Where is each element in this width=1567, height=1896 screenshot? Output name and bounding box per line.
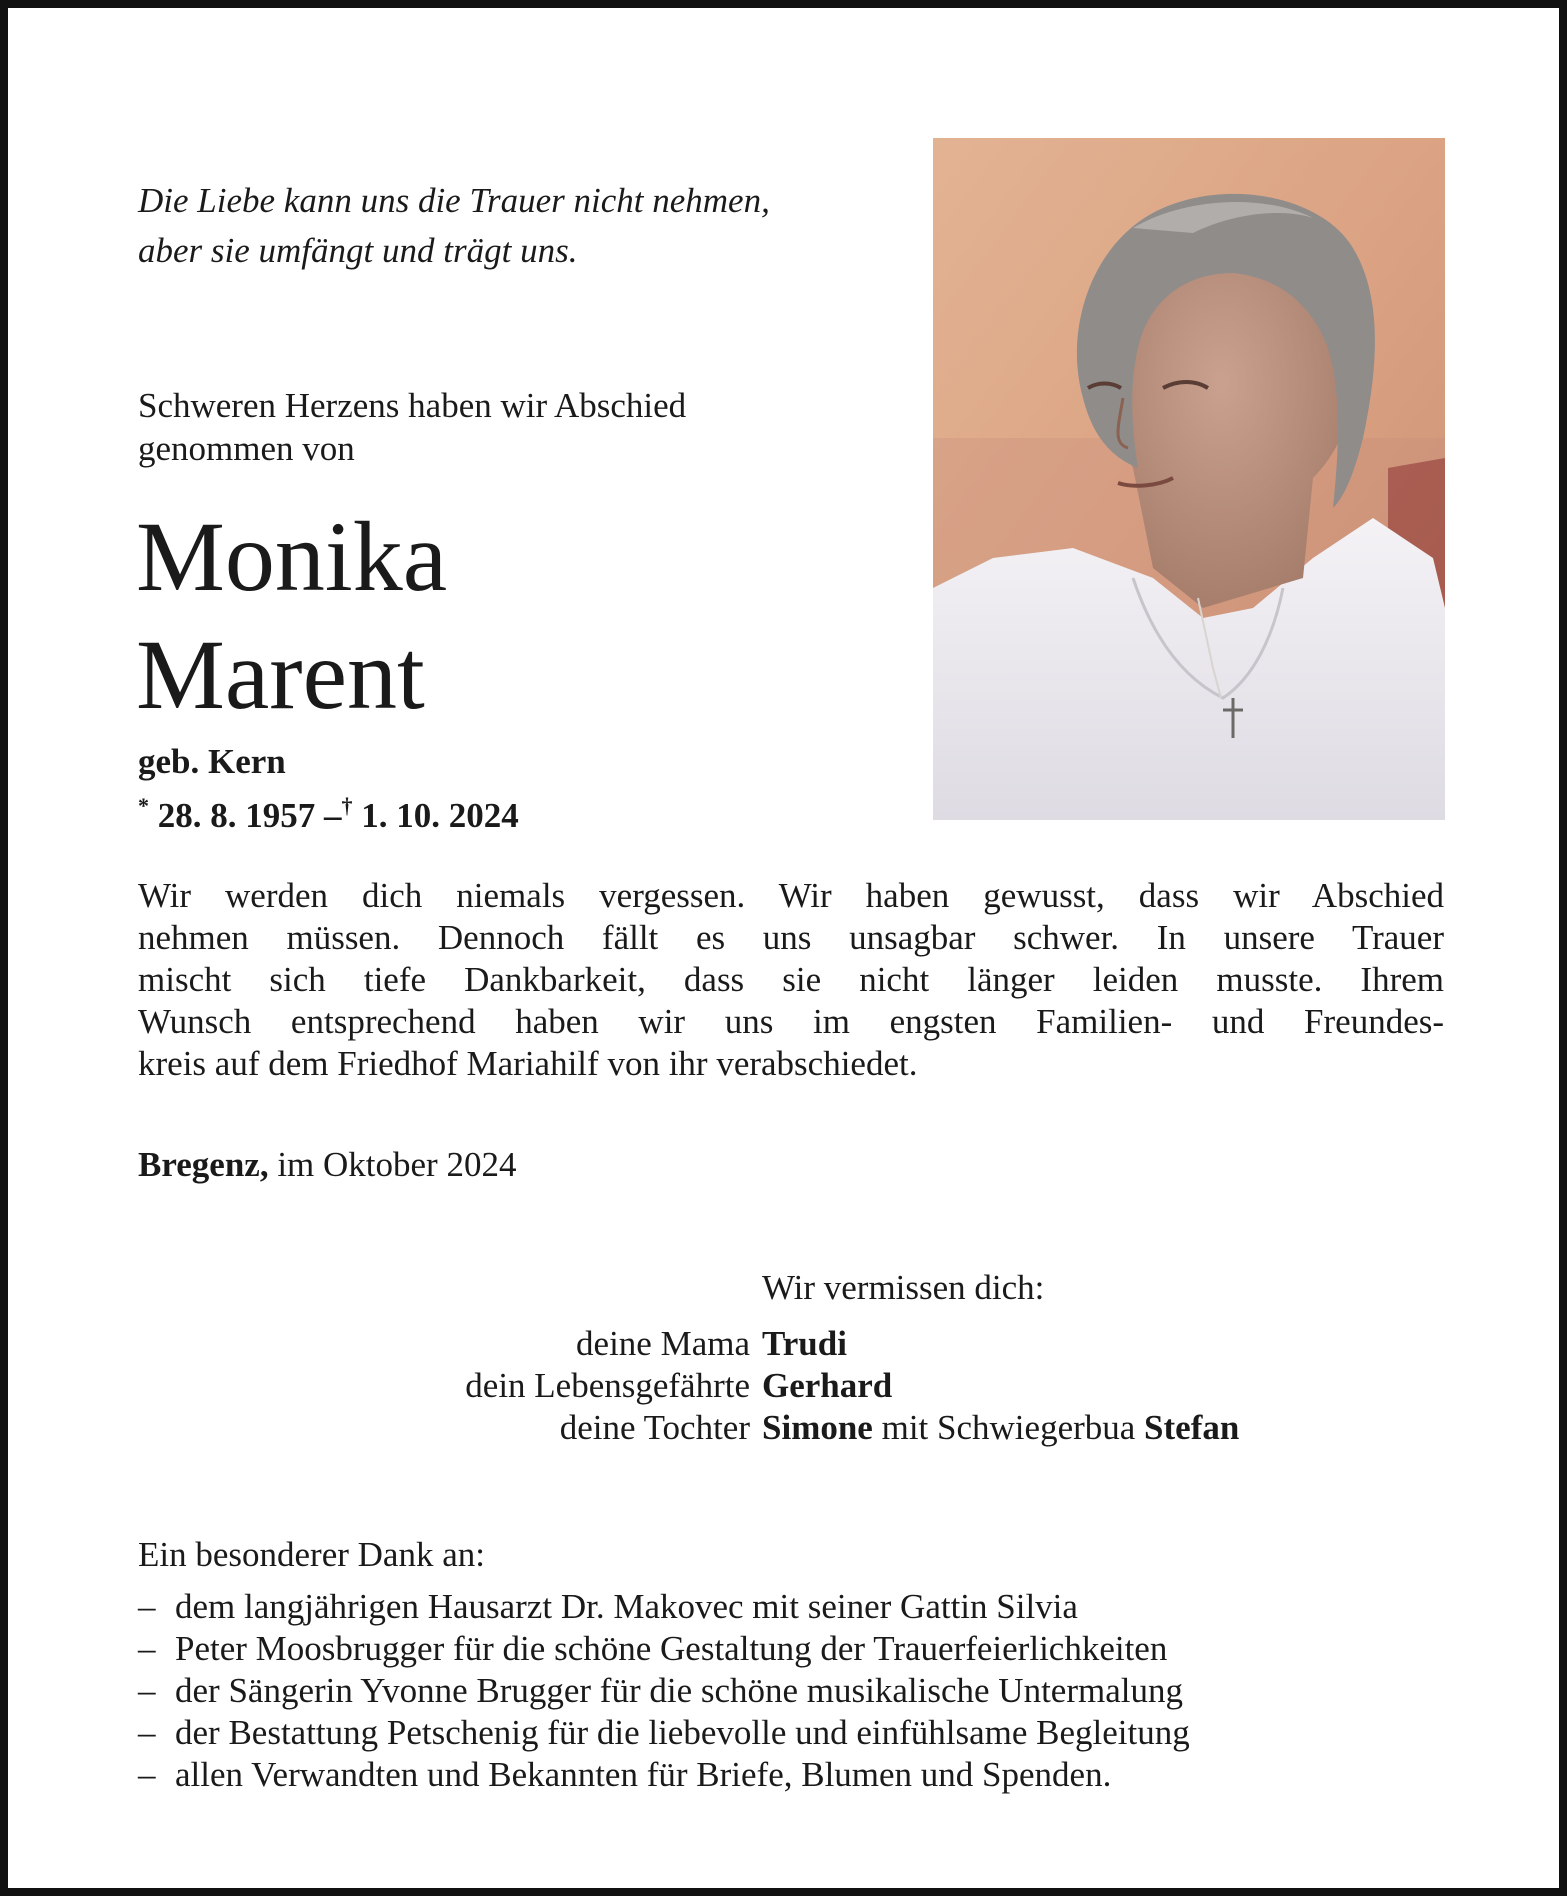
intro-line: genommen von	[138, 429, 355, 468]
portrait-photo	[933, 138, 1445, 820]
date-separator: –	[324, 796, 342, 835]
motto-line: aber sie umfängt und trägt uns.	[138, 231, 578, 270]
maiden-name: geb. Kern	[138, 742, 286, 781]
thanks-heading: Ein besonderer Dank an:	[138, 1535, 485, 1574]
date-text: im Oktober 2024	[277, 1145, 517, 1184]
mourner-relation: deine Tochter	[559, 1408, 750, 1447]
mourners-list	[8, 1323, 1567, 1449]
birth-date: 28. 8. 1957	[157, 796, 316, 835]
message-line: Wunsch entsprechend haben wir uns im engsten Familien- und Freundes-	[138, 1002, 1444, 1041]
mourner-suffix: mit Schwiegerbua	[881, 1408, 1136, 1447]
mourner-name: Simone	[762, 1408, 873, 1447]
life-dates	[138, 785, 519, 837]
motto-quote	[138, 176, 770, 276]
mourner-names	[762, 1323, 847, 1365]
thanks-bullet: –	[138, 1713, 156, 1752]
thanks-bullet: –	[138, 1629, 156, 1668]
thanks-text: der Sängerin Yvonne Brugger für die schöne musikalische Untermalung	[175, 1671, 1183, 1710]
thanks-item	[138, 1712, 1190, 1754]
birth-symbol: *	[138, 793, 149, 818]
message-line: nehmen müssen. Dennoch fällt es uns unsagbar schwer. In unsere Trauer	[138, 918, 1444, 957]
death-symbol: †	[341, 793, 353, 818]
mourner-names	[762, 1365, 892, 1407]
intro-text	[138, 384, 686, 470]
motto-line: Die Liebe kann uns die Trauer nicht nehmen,	[138, 181, 770, 220]
thanks-text: dem langjährigen Hausarzt Dr. Makovec mit seiner Gattin Silvia	[175, 1587, 1078, 1626]
thanks-item	[138, 1628, 1190, 1670]
thanks-bullet: –	[138, 1587, 156, 1626]
message-line: mischt sich tiefe Dankbarkeit, dass sie nicht länger leiden musste. Ihrem	[138, 960, 1444, 999]
message-paragraph	[138, 875, 1444, 1085]
thanks-text: der Bestattung Petschenig für die liebevolle und einfühlsame Begleitung	[175, 1713, 1190, 1752]
thanks-item	[138, 1586, 1190, 1628]
intro-line: Schweren Herzens haben wir Abschied	[138, 386, 687, 425]
thanks-bullet: –	[138, 1671, 156, 1710]
deceased-name	[136, 498, 447, 734]
mourner-row	[8, 1323, 1567, 1365]
thanks-text: allen Verwandten und Bekannten für Briefe, Blumen und Spenden.	[175, 1755, 1112, 1794]
death-date: 1. 10. 2024	[361, 796, 519, 835]
first-name: Monika	[136, 501, 448, 612]
place-name: Bregenz,	[138, 1145, 269, 1184]
mourner-relation: deine Mama	[576, 1324, 750, 1363]
mourner-relation: dein Lebensgefährte	[465, 1366, 750, 1405]
thanks-bullet: –	[138, 1755, 156, 1794]
thanks-text: Peter Moosbrugger für die schöne Gestaltung der Trauerfeierlichkeiten	[175, 1629, 1168, 1668]
thanks-item	[138, 1670, 1190, 1712]
last-name: Marent	[136, 619, 425, 730]
message-line: kreis auf dem Friedhof Mariahilf von ihr verabschiedet.	[138, 1044, 918, 1083]
mourner-names	[762, 1407, 1239, 1449]
mourner-partner: Stefan	[1144, 1408, 1240, 1447]
mourners-heading: Wir vermissen dich:	[762, 1268, 1045, 1307]
place-date	[138, 1144, 516, 1186]
mourner-name: Gerhard	[762, 1366, 893, 1405]
message-line: Wir werden dich niemals vergessen. Wir haben gewusst, dass wir Abschied	[138, 876, 1444, 915]
thanks-item	[138, 1754, 1190, 1796]
thanks-list	[138, 1586, 1190, 1796]
mourner-row	[8, 1407, 1567, 1449]
mourner-row	[8, 1365, 1567, 1407]
mourner-name: Trudi	[762, 1324, 847, 1363]
